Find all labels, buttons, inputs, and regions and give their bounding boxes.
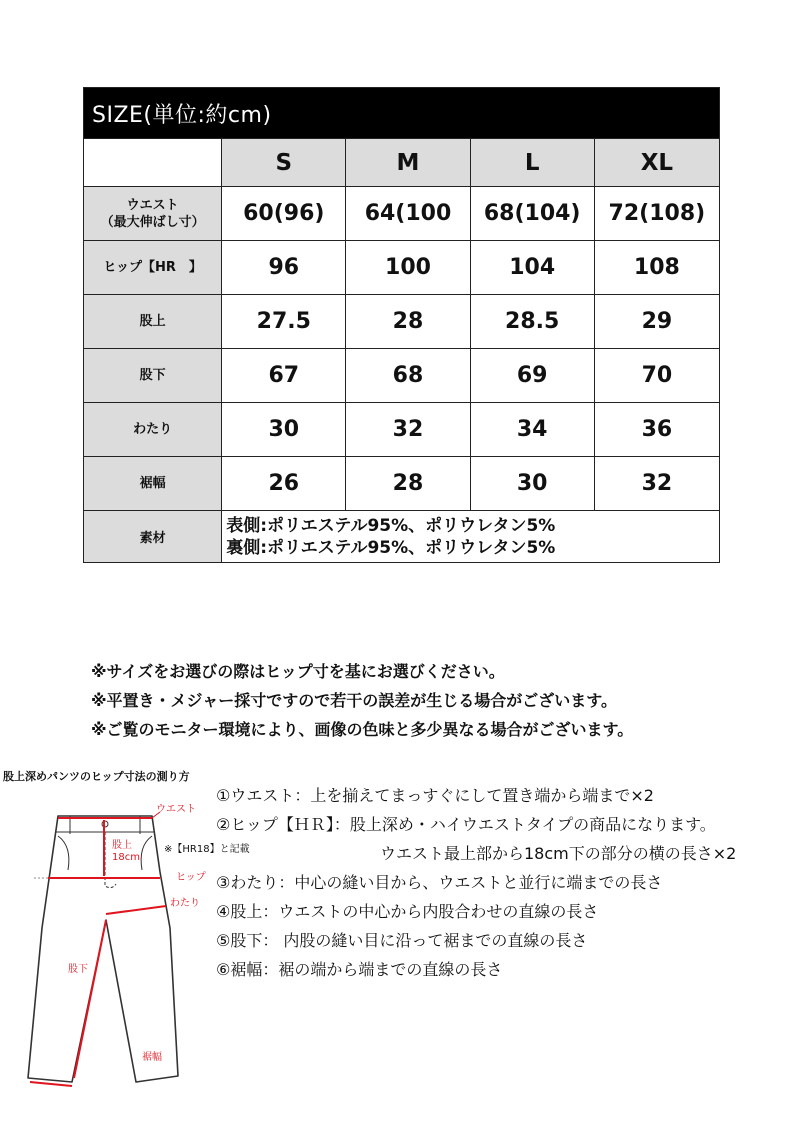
label-hip: ヒップ xyxy=(176,872,206,883)
cell-thigh-xl: 36 xyxy=(594,403,719,457)
row-label-hem: 裾幅 xyxy=(84,457,222,511)
note-measure-error: ※平置き・メジャー採寸ですので若干の誤差が生じる場合がございます。 xyxy=(91,691,617,710)
cell-hem-m: 28 xyxy=(346,457,470,511)
cell-hip-m: 100 xyxy=(346,241,470,295)
label-thigh: わたり xyxy=(170,898,200,909)
size-table xyxy=(83,87,720,563)
notes xyxy=(91,657,791,744)
label-hr-note: ※【HR18】と記載 xyxy=(164,844,250,855)
cell-rise-s: 27.5 xyxy=(222,295,346,349)
cell-waist-l: 68(104) xyxy=(470,187,594,241)
table-title-row xyxy=(84,88,720,139)
row-hip xyxy=(84,241,720,295)
size-header-l: L xyxy=(470,139,594,187)
cell-hem-xl: 32 xyxy=(594,457,719,511)
row-label-waist-line2: （最大伸ばし寸） xyxy=(100,214,205,230)
cell-hem-l: 30 xyxy=(470,457,594,511)
label-waist: ウエスト xyxy=(156,804,196,815)
cell-inseam-s: 67 xyxy=(222,349,346,403)
row-label-thigh: わたり xyxy=(84,403,222,457)
corner-cell xyxy=(84,139,222,187)
cell-inseam-m: 68 xyxy=(346,349,470,403)
cell-rise-xl: 29 xyxy=(594,295,719,349)
cell-hip-l: 104 xyxy=(470,241,594,295)
row-label-rise: 股上 xyxy=(84,295,222,349)
material-line-inner: 裏側:ポリエステル95%、ポリウレタン5% xyxy=(226,537,556,558)
label-rise-value: 18cm xyxy=(112,852,140,863)
row-hem xyxy=(84,457,720,511)
cell-hip-xl: 108 xyxy=(594,241,719,295)
row-label-waist-line1: ウエスト xyxy=(126,197,179,213)
row-label-waist xyxy=(84,187,222,241)
cell-waist-m: 64(100 xyxy=(346,187,470,241)
measurement-steps xyxy=(216,781,800,984)
label-inseam: 股下 xyxy=(68,964,88,975)
size-header-row xyxy=(84,139,720,187)
note-size-choice: ※サイズをお選びの際はヒップ寸を基にお選びください。 xyxy=(91,662,505,681)
cell-hem-s: 26 xyxy=(222,457,346,511)
row-material xyxy=(84,511,720,563)
material-line-outer: 表側:ポリエステル95%、ポリウレタン5% xyxy=(226,515,556,536)
label-rise: 股上 xyxy=(112,840,132,851)
step-inseam: ⑤股下： 内股の縫い目に沿って裾までの直線の長さ xyxy=(216,931,588,950)
step-hem: ⑥裾幅：裾の端から端までの直線の長さ xyxy=(216,960,503,979)
step-rise: ④股上：ウエストの中心から内股合わせの直線の長さ xyxy=(216,902,599,921)
row-label-material: 素材 xyxy=(84,511,222,563)
size-header-s: S xyxy=(222,139,346,187)
material-cell xyxy=(222,511,720,563)
row-inseam xyxy=(84,349,720,403)
row-rise xyxy=(84,295,720,349)
size-header-m: M xyxy=(346,139,470,187)
row-thigh xyxy=(84,403,720,457)
cell-thigh-m: 32 xyxy=(346,403,470,457)
step-waist: ①ウエスト：上を揃えてまっすぐにして置き端から端まで×2 xyxy=(216,786,654,805)
label-hem: 裾幅 xyxy=(142,1052,162,1063)
measurement-title: 股上深めパンツのヒップ寸法の測り方 xyxy=(3,770,190,783)
cell-inseam-xl: 70 xyxy=(594,349,719,403)
note-monitor-color: ※ご覧のモニター環境により、画像の色味と多少異なる場合がございます。 xyxy=(91,720,634,739)
cell-rise-l: 28.5 xyxy=(470,295,594,349)
row-waist xyxy=(84,187,720,241)
cell-waist-s: 60(96) xyxy=(222,187,346,241)
step-hip-detail: ウエスト最上部から18cm下の部分の横の長さ×2 xyxy=(380,844,737,863)
step-hip: ②ヒップ【ＨＲ】：股上深め・ハイウエストタイプの商品になります。 xyxy=(216,815,716,834)
cell-hip-s: 96 xyxy=(222,241,346,295)
table-title: SIZE(単位:約cm) xyxy=(84,88,720,139)
cell-rise-m: 28 xyxy=(346,295,470,349)
cell-waist-xl: 72(108) xyxy=(594,187,719,241)
row-label-hip: ヒップ【HR 】 xyxy=(84,241,222,295)
step-thigh: ③わたり：中心の縫い目から、ウエストと並行に端までの長さ xyxy=(216,873,663,892)
hem-line xyxy=(30,1082,72,1086)
cell-thigh-l: 34 xyxy=(470,403,594,457)
size-header-xl: XL xyxy=(594,139,719,187)
cell-thigh-s: 30 xyxy=(222,403,346,457)
cell-inseam-l: 69 xyxy=(470,349,594,403)
row-label-inseam: 股下 xyxy=(84,349,222,403)
